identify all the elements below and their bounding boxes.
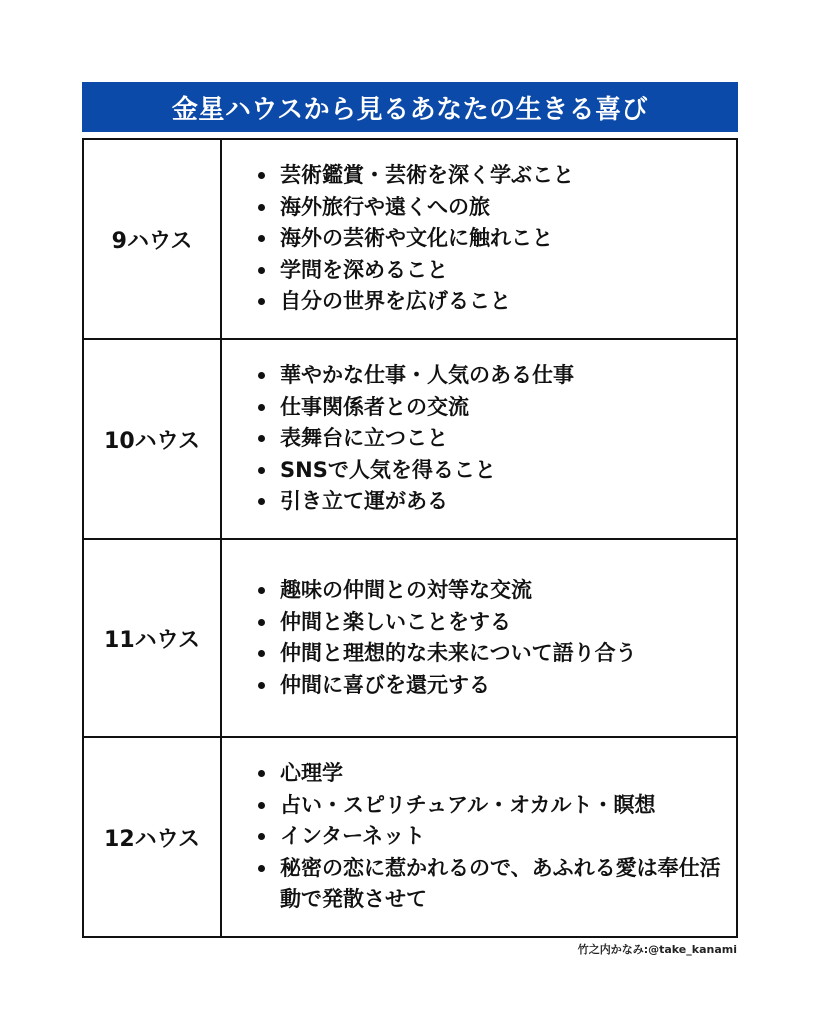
author-credit: 竹之内かなみ:@take_kanami <box>577 943 737 956</box>
house-name-cell <box>83 139 221 339</box>
house-items-cell <box>221 539 737 737</box>
bullet-icon <box>258 404 265 411</box>
venus-house-table <box>82 138 738 938</box>
list-item: 学問を深めること <box>254 255 726 287</box>
bullet-icon <box>258 298 265 305</box>
bullet-icon <box>258 865 265 872</box>
bullet-icon <box>258 650 265 657</box>
house-items-list <box>254 575 726 701</box>
house-name: 10ハウス <box>104 428 200 454</box>
page-title: 金星ハウスから見るあなたの生きる喜び <box>171 94 649 125</box>
house-name: 12ハウス <box>104 826 200 852</box>
bullet-icon <box>258 619 265 626</box>
bullet-icon <box>258 235 265 242</box>
bullet-icon <box>258 372 265 379</box>
bullet-icon <box>258 587 265 594</box>
bullet-icon <box>258 204 265 211</box>
list-item: 占い・スピリチュアル・オカルト・瞑想 <box>254 790 726 822</box>
bullet-icon <box>258 435 265 442</box>
list-item: 秘密の恋に惹かれるので、あふれる愛は奉仕活動で発散させて <box>254 853 726 916</box>
list-item: SNSで人気を得ること <box>254 455 726 487</box>
list-item: 趣味の仲間との対等な交流 <box>254 575 726 607</box>
house-items-list <box>254 758 726 916</box>
bullet-icon <box>258 172 265 179</box>
page-title-banner <box>82 82 738 132</box>
list-item: 仕事関係者との交流 <box>254 392 726 424</box>
bullet-icon <box>258 682 265 689</box>
house-items-list <box>254 160 726 318</box>
house-name-cell <box>83 339 221 539</box>
list-item: 表舞台に立つこと <box>254 423 726 455</box>
house-items-cell <box>221 139 737 339</box>
house-items-cell <box>221 339 737 539</box>
list-item: 海外旅行や遠くへの旅 <box>254 192 726 224</box>
bullet-icon <box>258 267 265 274</box>
house-name-cell <box>83 737 221 937</box>
list-item: 華やかな仕事・人気のある仕事 <box>254 360 726 392</box>
bullet-icon <box>258 833 265 840</box>
table-row-house-12 <box>83 737 737 937</box>
list-item: 自分の世界を広げること <box>254 286 726 318</box>
house-name: 11ハウス <box>104 627 200 653</box>
house-name: 9ハウス <box>111 228 193 254</box>
list-item: 芸術鑑賞・芸術を深く学ぶこと <box>254 160 726 192</box>
table-row-house-10 <box>83 339 737 539</box>
bullet-icon <box>258 467 265 474</box>
table-row-house-9 <box>83 139 737 339</box>
list-item: 心理学 <box>254 758 726 790</box>
bullet-icon <box>258 498 265 505</box>
bullet-icon <box>258 802 265 809</box>
list-item: 海外の芸術や文化に触れこと <box>254 223 726 255</box>
list-item: 引き立て運がある <box>254 486 726 518</box>
list-item: 仲間と楽しいことをする <box>254 607 726 639</box>
bullet-icon <box>258 770 265 777</box>
house-name-cell <box>83 539 221 737</box>
list-item: インターネット <box>254 821 726 853</box>
list-item: 仲間と理想的な未来について語り合う <box>254 638 726 670</box>
house-items-cell <box>221 737 737 937</box>
table-row-house-11 <box>83 539 737 737</box>
list-item: 仲間に喜びを還元する <box>254 670 726 702</box>
house-items-list <box>254 360 726 518</box>
